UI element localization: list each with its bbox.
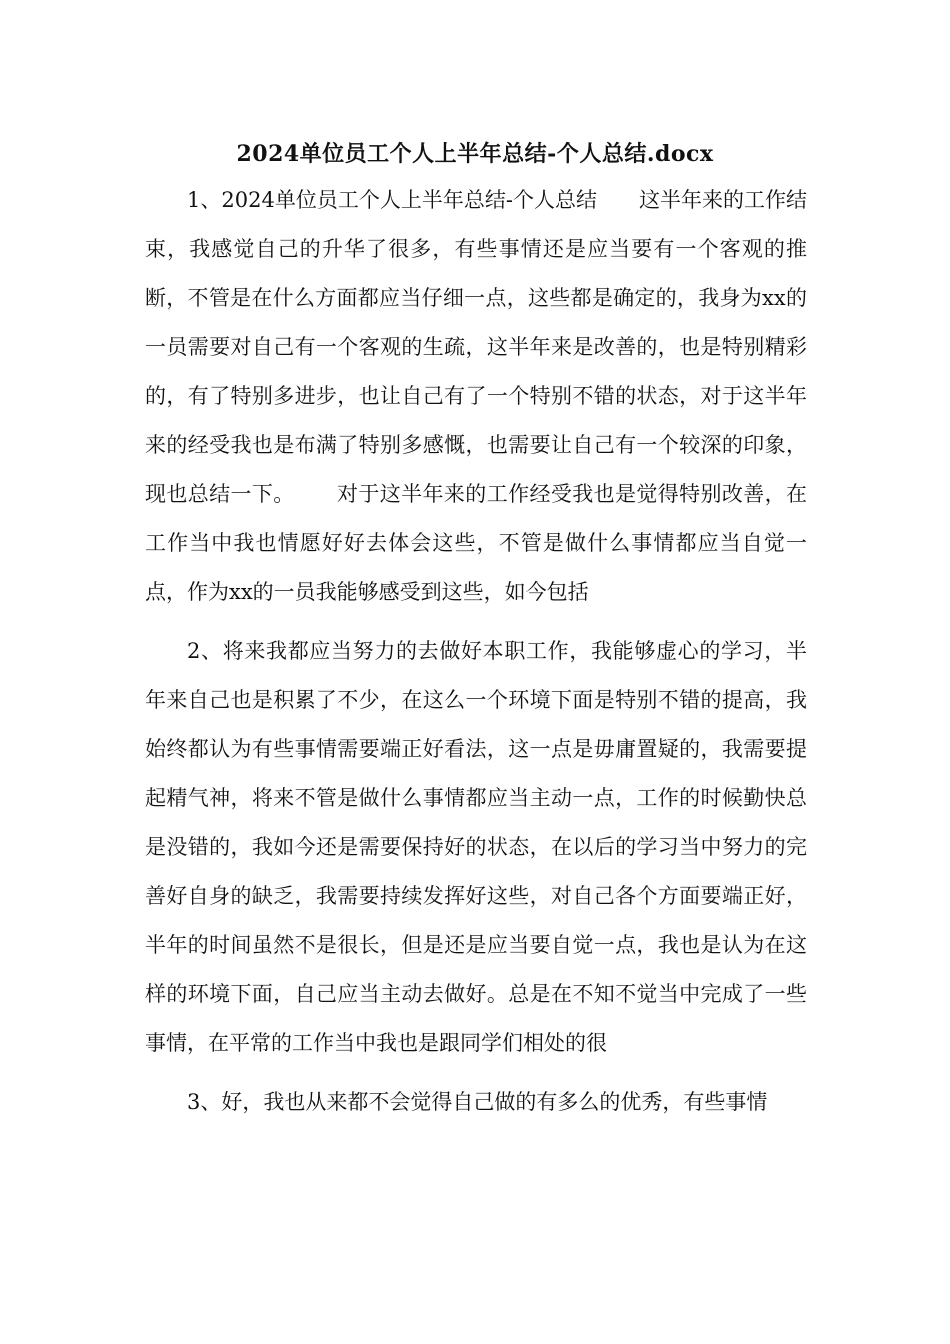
- paragraph-1-text: 这半年来的工作结束，我感觉自己的升华了很多，有些事情还是应当要有一个客观的推断，不管是在什么方面都应当仔细一点，这些都是确定的，我身为xx的一员需要对自己有一个客观的生疏，这半年来是改善的，也是特别精彩的，有了特别多进步，也让自己有了一个特别不错的状态，对于这半年来的经受我也是布满了特别多感慨，也需要让自己有一个较深的印象，现也总结一下。: [145, 188, 807, 506]
- paragraph-1-heading: 1、2024单位员工个人上半年总结-个人总结: [187, 188, 597, 212]
- paragraph-1-continuation: 对于这半年来的工作经受我也是觉得特别改善，在工作当中我也情愿好好去体会这些，不管是做什么事情都应当自觉一点，作为xx的一员我能够感受到这些，如今包括: [145, 482, 807, 604]
- paragraph-2: 2、将来我都应当努力的去做好本职工作，我能够虚心的学习，半年来自己也是积累了不少，在这么一个环境下面是特别不错的提高，我始终都认为有些事情需要端正好看法，这一点是毋庸置疑的，我需要提起精气神，将来不管是做什么事情都应当主动一点，工作的时候勤快总是没错的，我如今还是需要保持好的状态，在以后的学习当中努力的完善好自身的缺乏，我需要持续发挥好这些，对自己各个方面要端正好，半年的时间虽然不是很长，但是还是应当要自觉一点，我也是认为在这样的环境下面，自己应当主动去做好。总是在不知不觉当中完成了一些事情，在平常的工作当中我也是跟同学们相处的很: [145, 639, 807, 1055]
- document-title: 2024单位员工个人上半年总结-个人总结.docx: [236, 141, 714, 167]
- paragraph-1: [145, 176, 807, 617]
- document-body: [145, 176, 807, 1137]
- paragraph-3: 3、好，我也从来都不会觉得自己做的有多么的优秀，有些事情: [187, 1090, 768, 1114]
